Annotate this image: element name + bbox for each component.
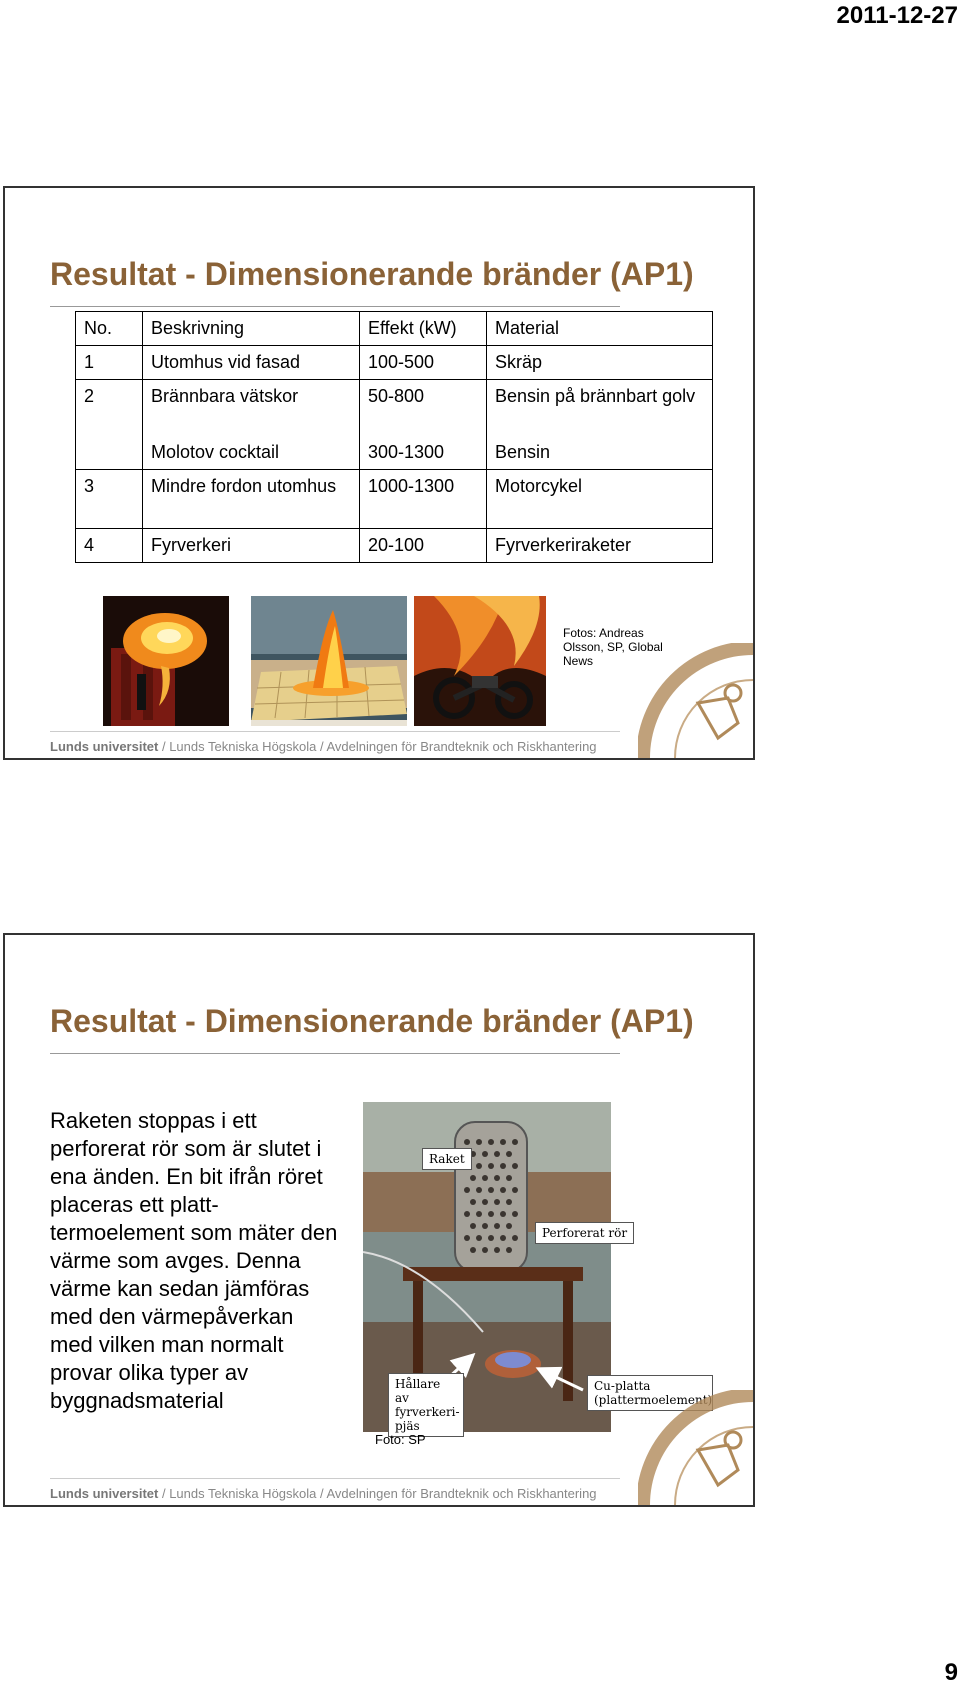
university-seal-icon — [638, 643, 753, 758]
table-cell: Molotov cocktail — [143, 436, 360, 470]
title-divider — [50, 306, 620, 307]
table-header-cell: Beskrivning — [143, 312, 360, 346]
table-cell: Fyrverkeri — [143, 529, 360, 563]
slide-1 — [3, 186, 755, 760]
label-hallare: Hållare av fyrverkeri-pjäs — [388, 1373, 464, 1437]
slide-2 — [3, 933, 755, 1507]
footer-text: / Lunds Tekniska Högskola / Avdelningen för Brandteknik och Riskhantering — [158, 739, 597, 754]
table-cell: 2 — [76, 380, 143, 437]
table-row — [76, 470, 713, 529]
table-header-row — [76, 312, 713, 346]
slide-title: Resultat - Dimensionerande bränder (AP1) — [50, 256, 694, 292]
slide-body-text: Raketen stoppas i ett perforerat rör som är slutet i ena änden. En bit ifrån röret placeras ett platt-termoelement som mäter den värme som avges. Denna värme kan sedan jämföras med den värmepåverkan med vilken man normalt provar olika typer av byggnadsmaterial — [50, 1108, 338, 1413]
table-cell: Skräp — [487, 346, 713, 380]
table-cell: Brännbara vätskor — [143, 380, 360, 437]
fire-facade-photo — [103, 596, 229, 726]
photo-credit: Fotos: Andreas Olsson, SP, Global News — [563, 626, 663, 668]
fire-scenario-table — [75, 311, 713, 563]
title-divider — [50, 1053, 620, 1054]
table-row — [76, 436, 713, 470]
table-header-cell: Effekt (kW) — [360, 312, 487, 346]
table-cell: Utomhus vid fasad — [143, 346, 360, 380]
table-cell: Mindre fordon utomhus — [143, 470, 360, 529]
table-cell: 1 — [76, 346, 143, 380]
table-cell: Motorcykel — [487, 470, 713, 529]
slide-title: Resultat - Dimensionerande bränder (AP1) — [50, 1003, 694, 1039]
table-cell: 20-100 — [360, 529, 487, 563]
table-cell: 3 — [76, 470, 143, 529]
table-cell: Fyrverkeriraketer — [487, 529, 713, 563]
vehicle-fire-photo — [414, 596, 546, 726]
page-date: 2011-12-27 — [836, 2, 958, 29]
table-cell: 300-1300 — [360, 436, 487, 470]
table-header-cell: Material — [487, 312, 713, 346]
table-cell — [76, 436, 143, 470]
table-row — [76, 346, 713, 380]
label-cu-platta: Cu-platta (plattermoelement) — [587, 1375, 713, 1411]
footer-divider — [50, 731, 620, 732]
slide-footer — [50, 1486, 597, 1501]
footer-divider — [50, 1478, 620, 1479]
slide-footer — [50, 739, 597, 754]
liquid-fire-photo — [251, 596, 407, 726]
table-header-cell: No. — [76, 312, 143, 346]
photo-credit: Foto: SP — [375, 1432, 426, 1447]
label-raket: Raket — [422, 1148, 472, 1170]
table-cell: 100-500 — [360, 346, 487, 380]
footer-text: / Lunds Tekniska Högskola / Avdelningen för Brandteknik och Riskhantering — [158, 1486, 597, 1501]
table-cell: 4 — [76, 529, 143, 563]
university-seal-icon — [638, 1390, 753, 1505]
table-cell: 50-800 — [360, 380, 487, 437]
table-cell: Bensin på brännbart golv — [487, 380, 713, 437]
table-row — [76, 380, 713, 437]
table-cell: 1000-1300 — [360, 470, 487, 529]
footer-org: Lunds universitet — [50, 1486, 159, 1501]
table-row — [76, 529, 713, 563]
label-perforerat-ror: Perforerat rör — [535, 1222, 634, 1244]
footer-org: Lunds universitet — [50, 739, 159, 754]
table-cell: Bensin — [487, 436, 713, 470]
page-number: 9 — [944, 1659, 958, 1686]
